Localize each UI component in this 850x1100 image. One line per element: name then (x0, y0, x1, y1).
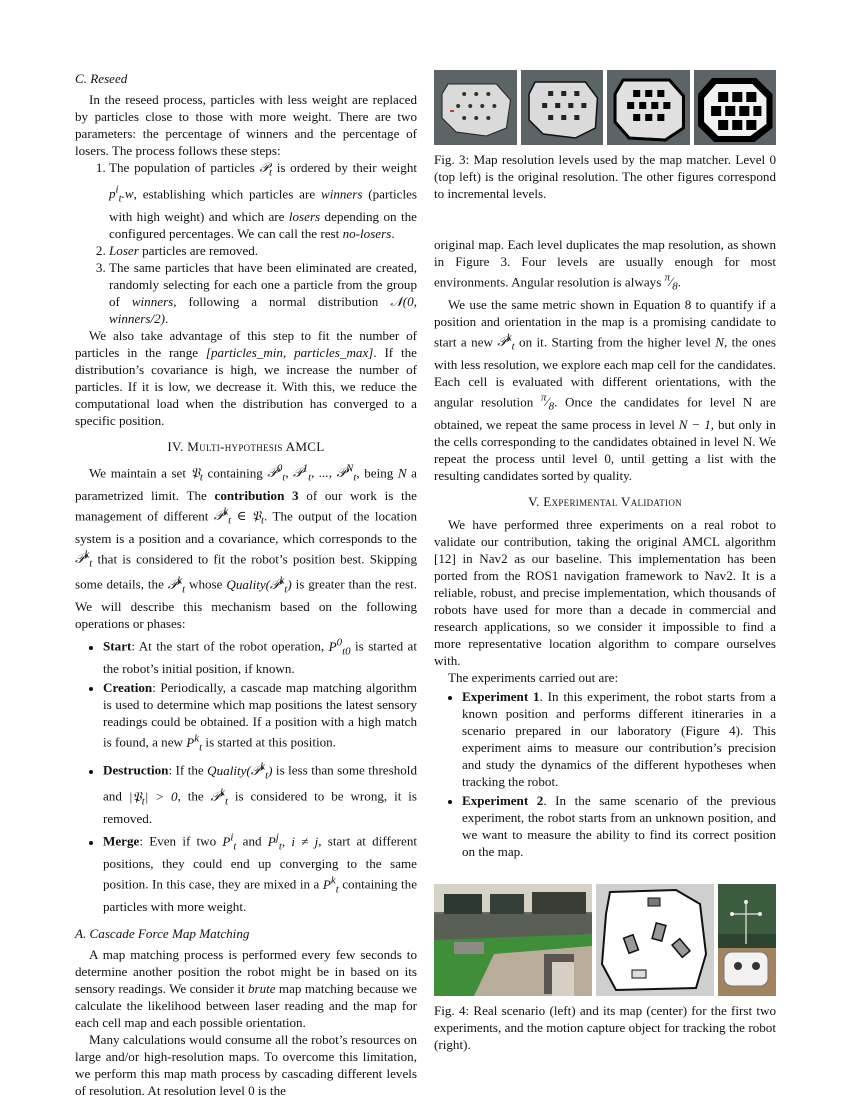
section-5-paragraph-1: We have performed three experiments on a real robot to validate our contribution, taking the original AMCL algorithm [12] in Nav2 as our baseline. This implementation has been ported from the ROS1 navigation framework to Nav2. It is a reliable, robust, and precise implementation, which thousands of robots have used for more than a decade in commercial and research applications, so we consider it impossible to find a more representative location algorithm to compare ourselves with. (434, 516, 776, 668)
resolution-paragraph-1: original map. Each level duplicates the map resolution, as shown in Figure 3. Four levels are usually enough for most environments. Angular resolution is always $^\pi⁄_8$. (434, 237, 776, 293)
reseed-paragraph-1: In the reseed process, particles with less weight are replaced by particles close to those with more weight. There are two parameters: the percentage of winners and the percentage of losers. The process follows these steps: (75, 92, 417, 158)
map-level-0 (434, 70, 517, 145)
experiment-1: • Experiment 1. In this experiment, the robot starts from a known position and performs different itineraries in a scenario prepared in our laboratory (Figure 4). This experiment aims to measure our contribution’s precision and study the dynamics of the different hypotheses when tracking the robot. (462, 688, 776, 790)
left-column (75, 70, 417, 1099)
map-level-2 (607, 70, 690, 145)
map-level-3 (694, 70, 777, 145)
right-column (434, 70, 776, 1053)
phase-merge: • Merge: Even if two $P^i_t$ and $P^j_t$, i ≠ j, start at different positions, they could end up converging to the same position. In this case, they are mixed in a $P^k_t$ containing the particles with more weight. (103, 829, 417, 915)
figure-4-caption: Fig. 4: Real scenario (left) and its map (center) for the first two experiments, and the motion capture object for tracking the robot (right). (434, 1002, 776, 1052)
phase-creation: • Creation: Periodically, a cascade map matching algorithm is used to determine which map positions the latest sensory readings could be obtained. If a position with a high match is found, a new $P^k_t$ is started at this position. (103, 679, 417, 756)
lab-map-image (596, 884, 714, 996)
motion-capture-photo (718, 884, 776, 996)
reseed-steps (75, 159, 417, 327)
experiment-2: • Experiment 2. In the same scenario of the previous experiment, the robot starts from an unknown position, and we want to measure the ability to find its correct position on the map. (462, 792, 776, 860)
phase-list (75, 634, 417, 915)
section-4-paragraph: We maintain a set 𝔓$_t$ containing 𝒫$^0_t$, 𝒫$^1_t$, ..., 𝒫$^N_t$, being N a parametrized limit. The contribution 3 of our work is the management of different 𝒫$^k_t$ ∈ 𝔓$_t$. The output of the location system is a position and a covariance, which corresponds to the 𝒫$^k_t$ that is considered to fit the robot’s position best. Skipping some details, the 𝒫$^k_t$ whose Quality(𝒫$^k_t$) is greater than the rest. We will describe this mechanism based on the following operations or phases: (75, 462, 418, 632)
cascade-heading: A. Cascade Force Map Matching (75, 926, 250, 942)
map-level-1 (521, 70, 604, 145)
reseed-heading: C. Reseed (75, 71, 128, 86)
reseed-paragraph-2: We also take advantage of this step to fit the number of particles in the range [particles_min, particles_max]. If the distribution’s covariance is high, we increase the number of particles. If it is low, we decrease it. With this, we reduce the computational load when the distribution has converged to a specific position. (75, 327, 417, 428)
reseed-step-1: 1. The population of particles 𝒫$_t$ is ordered by their weight $p^i_t.w$, establishing which particles are winners (particles with high weight) and which are losers depending on the configured percentages. We can call the rest no-losers. (109, 159, 417, 242)
section-5-heading: V. Experimental Validation (528, 493, 682, 509)
section-4-heading: IV. Multi-hypothesis AMCL (167, 438, 325, 454)
lab-scenario-photo (434, 884, 592, 996)
figure-4-images (434, 884, 776, 996)
reseed-step-2: 2. Loser particles are removed. (109, 242, 417, 259)
cascade-paragraph-1: A map matching process is performed every few seconds to determine another position the robot might be in based on its sensory readings. We consider it brute map matching because we calculate the likelihood between laser reading and the map for each cell map and each possible orientation. (75, 947, 417, 1031)
resolution-paragraph-2: We use the same metric shown in Equation 8 to quantify if a position and orientation in the map is a promising candidate to start a new 𝒫$^k_t$ on it. Starting from the higher level N, the ones with less resolution, we explore each map cell for the candidates. Each cell is evaluated with different orientations, with the angular resolution $^\pi⁄_8$. Once the candidates for level N are obtained, we repeat the same process in level N − 1, but only in the cells corresponding to the candidates obtained in level N. We repeat the process until level 0, until getting a list with the resulting candidates sorted by quality. (434, 296, 776, 483)
section-5-paragraph-2: The experiments carried out are: (448, 669, 619, 685)
phase-start: • Start: At the start of the robot operation, $P^0_{t0}$ is started at the robot’s initial position, if known. (103, 634, 417, 677)
phase-destruction: • Destruction: If the Quality(𝒫$^k_t$) is less than some threshold and |𝔓$_t$| > 0, the 𝒫$^k_t$ is considered to be wrong, it is removed. (103, 758, 417, 827)
cascade-paragraph-2: Many calculations would consume all the robot’s resources on large and/or high-resolution maps. To overcome this limitation, we perform this map math process by cascading different levels of resolution. At resolution level 0 is the (75, 1032, 417, 1099)
figure-3-maps (434, 70, 776, 145)
experiment-list (434, 688, 776, 860)
figure-3-caption: Fig. 3: Map resolution levels used by the map matcher. Level 0 (top left) is the original resolution. The other figures correspond to incremental levels. (434, 152, 776, 201)
reseed-step-3: 3. The same particles that have been eliminated are created, randomly selecting for each one a particle from the group of winners, following a normal distribution 𝒩(0, winners/2). (109, 259, 417, 327)
